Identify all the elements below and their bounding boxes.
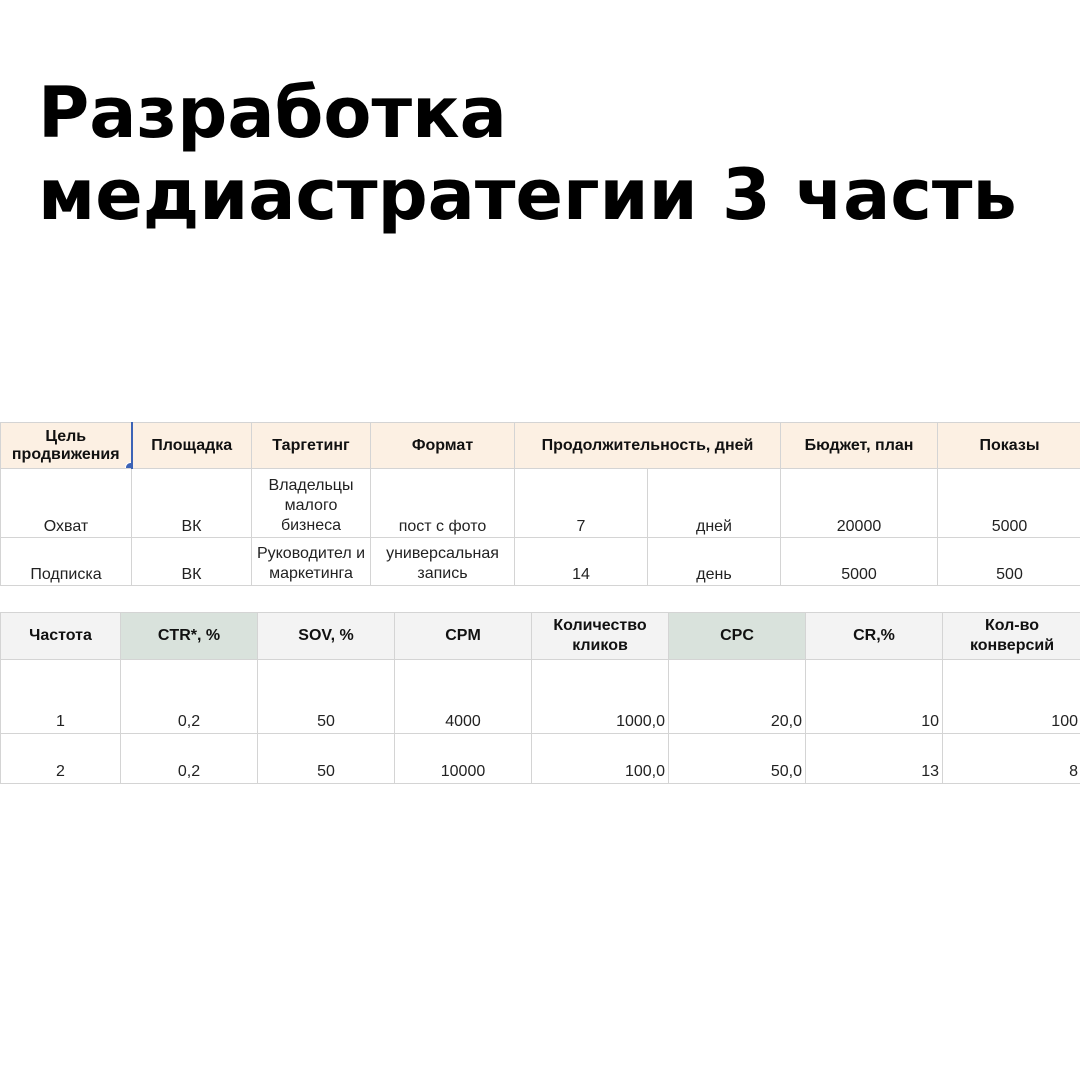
table-cell[interactable]: день: [648, 538, 781, 586]
table-row: [1, 660, 1080, 734]
media-plan-table: [0, 422, 1080, 586]
table-cell[interactable]: 50: [258, 734, 395, 784]
table-cell[interactable]: 5000: [938, 469, 1080, 538]
table-cell[interactable]: 20,0: [669, 660, 806, 734]
table-cell[interactable]: 50: [258, 660, 395, 734]
table-cell[interactable]: 50,0: [669, 734, 806, 784]
table-cell[interactable]: 10: [806, 660, 943, 734]
table-cell[interactable]: 100,0: [532, 734, 669, 784]
table-cell[interactable]: 2: [1, 734, 121, 784]
header-cell-format[interactable]: Формат: [371, 423, 515, 469]
table-cell[interactable]: Руководител и маркетинга: [252, 538, 371, 586]
table-cell[interactable]: 13: [806, 734, 943, 784]
table-cell[interactable]: 10000: [395, 734, 532, 784]
table-row: [1, 538, 1080, 586]
table-header-row: [1, 423, 1080, 469]
page-title-line-1: Разработка: [38, 72, 507, 154]
table-cell[interactable]: 14: [515, 538, 648, 586]
table-cell[interactable]: 500: [938, 538, 1080, 586]
header-cell-ctr[interactable]: CTR*, %: [121, 613, 258, 660]
table-cell[interactable]: ВК: [132, 538, 252, 586]
table-cell[interactable]: 1: [1, 660, 121, 734]
table-cell[interactable]: дней: [648, 469, 781, 538]
table-cell[interactable]: 0,2: [121, 660, 258, 734]
table-cell[interactable]: 100: [943, 660, 1080, 734]
header-cell-budget[interactable]: Бюджет, план: [781, 423, 938, 469]
table-cell[interactable]: универсальная запись: [371, 538, 515, 586]
metrics-table: [0, 612, 1080, 784]
selection-fill-handle[interactable]: [125, 462, 132, 469]
table-row: [1, 734, 1080, 784]
header-cell-targeting[interactable]: Таргетинг: [252, 423, 371, 469]
header-cell-sov[interactable]: SOV, %: [258, 613, 395, 660]
header-cell-goal[interactable]: Цель продвижения: [1, 423, 132, 469]
header-cell-platform[interactable]: Площадка: [132, 423, 252, 469]
table-cell[interactable]: Охват: [1, 469, 132, 538]
header-cell-conversions[interactable]: Кол-во конверсий: [943, 613, 1080, 660]
table-header-row: [1, 613, 1080, 660]
table-cell[interactable]: 8: [943, 734, 1080, 784]
table-cell[interactable]: 20000: [781, 469, 938, 538]
page-title-line-2: медиастратегии 3 часть: [38, 154, 1017, 236]
page-title: [38, 72, 1017, 236]
header-cell-clicks[interactable]: Количество кликов: [532, 613, 669, 660]
table-cell[interactable]: пост с фото: [371, 469, 515, 538]
table-cell[interactable]: 5000: [781, 538, 938, 586]
table-row: [1, 469, 1080, 538]
header-cell-cr[interactable]: CR,%: [806, 613, 943, 660]
table-cell[interactable]: 1000,0: [532, 660, 669, 734]
table-cell[interactable]: 7: [515, 469, 648, 538]
header-cell-duration[interactable]: Продолжительность, дней: [515, 423, 781, 469]
table-cell[interactable]: Владельцы малого бизнеса: [252, 469, 371, 538]
header-cell-cpm[interactable]: CPM: [395, 613, 532, 660]
table-cell[interactable]: Подписка: [1, 538, 132, 586]
table-cell[interactable]: ВК: [132, 469, 252, 538]
header-cell-frequency[interactable]: Частота: [1, 613, 121, 660]
header-cell-impressions[interactable]: Показы: [938, 423, 1080, 469]
table-cell[interactable]: 4000: [395, 660, 532, 734]
header-cell-cpc[interactable]: CPC: [669, 613, 806, 660]
table-cell[interactable]: 0,2: [121, 734, 258, 784]
